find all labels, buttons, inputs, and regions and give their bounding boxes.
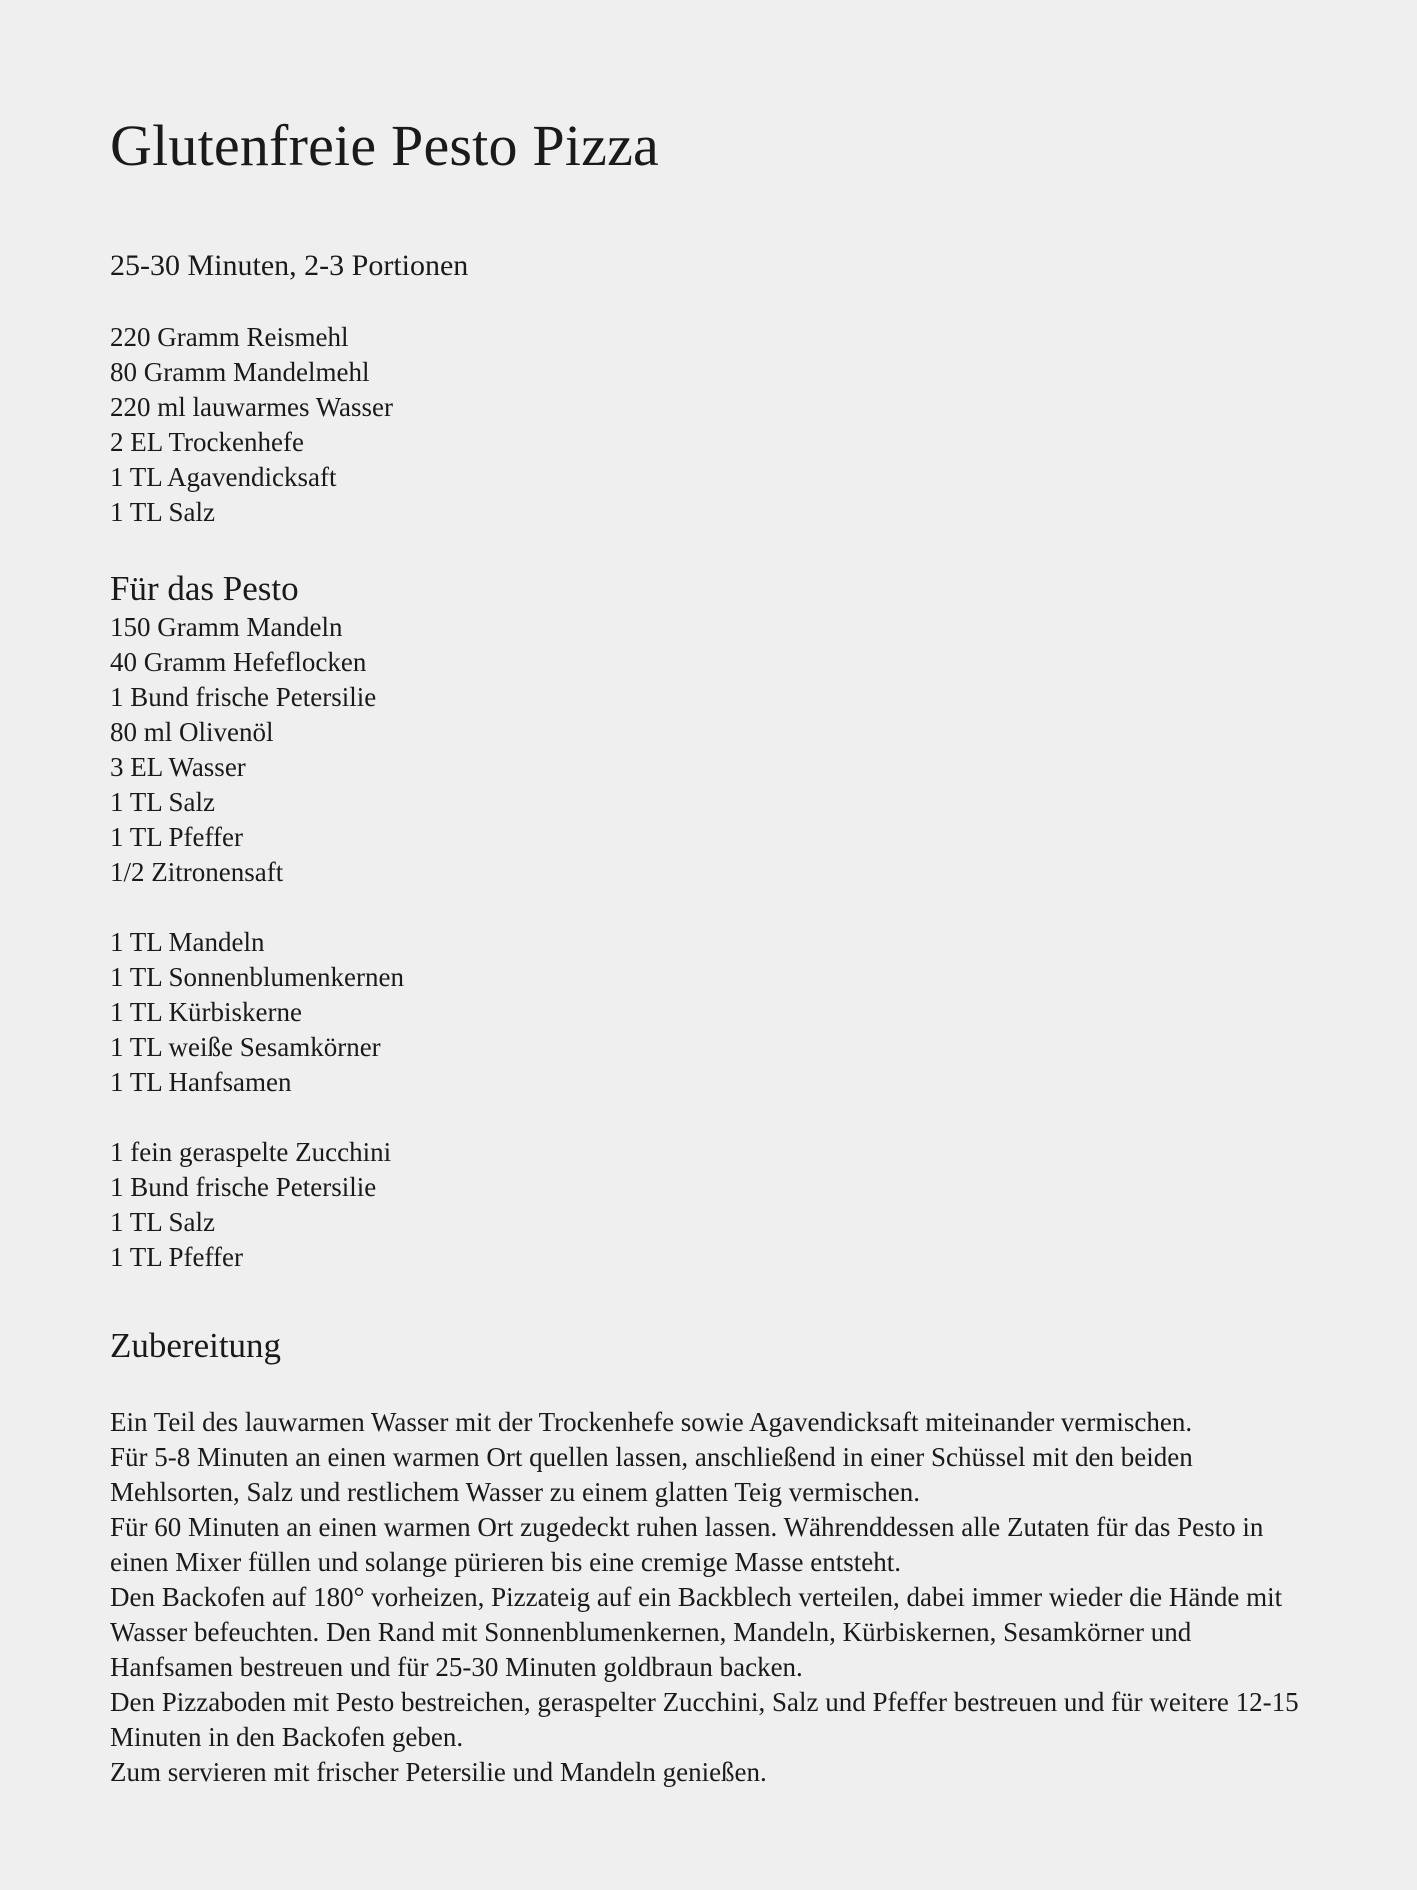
- list-item: 40 Gramm Hefeflocken: [110, 647, 367, 677]
- garnish-ingredients-list: [110, 1135, 1417, 1275]
- list-item: 1 fein geraspelte Zucchini: [110, 1137, 392, 1167]
- list-item: 1 TL Salz: [110, 1207, 215, 1237]
- preparation-step: Den Pizzaboden mit Pesto bestreichen, geraspelter Zucchini, Salz und Pfeffer bestreuen und für weitere 12-15 Minuten in den Backofen geben.: [110, 1687, 1299, 1752]
- list-item: 220 Gramm Reismehl: [110, 322, 349, 352]
- recipe-title: Glutenfreie Pesto Pizza: [110, 113, 659, 178]
- pesto-ingredients-list: [110, 610, 1417, 890]
- list-item: 1 TL Mandeln: [110, 927, 265, 957]
- list-item: 150 Gramm Mandeln: [110, 612, 343, 642]
- preparation-step: Zum servieren mit frischer Petersilie und Mandeln genießen.: [110, 1757, 767, 1787]
- dough-ingredients-list: [110, 320, 1417, 530]
- list-item: 1 TL weiße Sesamkörner: [110, 1032, 381, 1062]
- preparation-step: Für 60 Minuten an einen warmen Ort zugedeckt ruhen lassen. Währenddessen alle Zutaten für das Pesto in einen Mixer füllen und solange pürieren bis eine cremige Masse entsteht.: [110, 1512, 1264, 1577]
- list-item: 1 TL Salz: [110, 497, 215, 527]
- list-item: 1 TL Hanfsamen: [110, 1067, 292, 1097]
- list-item: 1 TL Salz: [110, 787, 215, 817]
- list-item: 1/2 Zitronensaft: [110, 857, 284, 887]
- list-item: 1 Bund frische Petersilie: [110, 1172, 377, 1202]
- preparation-text: [110, 1405, 1310, 1790]
- list-item: 1 TL Agavendicksaft: [110, 462, 337, 492]
- preparation-step: Für 5-8 Minuten an einen warmen Ort quellen lassen, anschließend in einer Schüssel mit den beiden Mehlsorten, Salz und restlichem Wasser zu einem glatten Teig vermischen.: [110, 1442, 1193, 1507]
- list-item: 220 ml lauwarmes Wasser: [110, 392, 394, 422]
- list-item: 1 TL Kürbiskerne: [110, 997, 302, 1027]
- list-item: 3 EL Wasser: [110, 752, 246, 782]
- list-item: 1 TL Sonnenblumenkernen: [110, 962, 404, 992]
- recipe-meta: 25-30 Minuten, 2-3 Portionen: [110, 249, 469, 282]
- list-item: 80 ml Olivenöl: [110, 717, 274, 747]
- preparation-step: Den Backofen auf 180° vorheizen, Pizzateig auf ein Backblech verteilen, dabei immer wieder die Hände mit Wasser befeuchten. Den Rand mit Sonnenblumenkernen, Mandeln, Kürbiskernen, Sesamkörner und Hanfsamen bestreuen und für 25-30 Minuten goldbraun backen.: [110, 1582, 1283, 1682]
- pesto-heading: Für das Pesto: [110, 569, 299, 608]
- list-item: 1 TL Pfeffer: [110, 1242, 243, 1272]
- topping-ingredients-list: [110, 925, 1417, 1100]
- preparation-step: Ein Teil des lauwarmen Wasser mit der Trockenhefe sowie Agavendicksaft miteinander vermischen.: [110, 1407, 1193, 1437]
- list-item: 2 EL Trockenhefe: [110, 427, 304, 457]
- list-item: 80 Gramm Mandelmehl: [110, 357, 370, 387]
- list-item: 1 Bund frische Petersilie: [110, 682, 377, 712]
- list-item: 1 TL Pfeffer: [110, 822, 243, 852]
- preparation-heading: Zubereitung: [110, 1326, 282, 1365]
